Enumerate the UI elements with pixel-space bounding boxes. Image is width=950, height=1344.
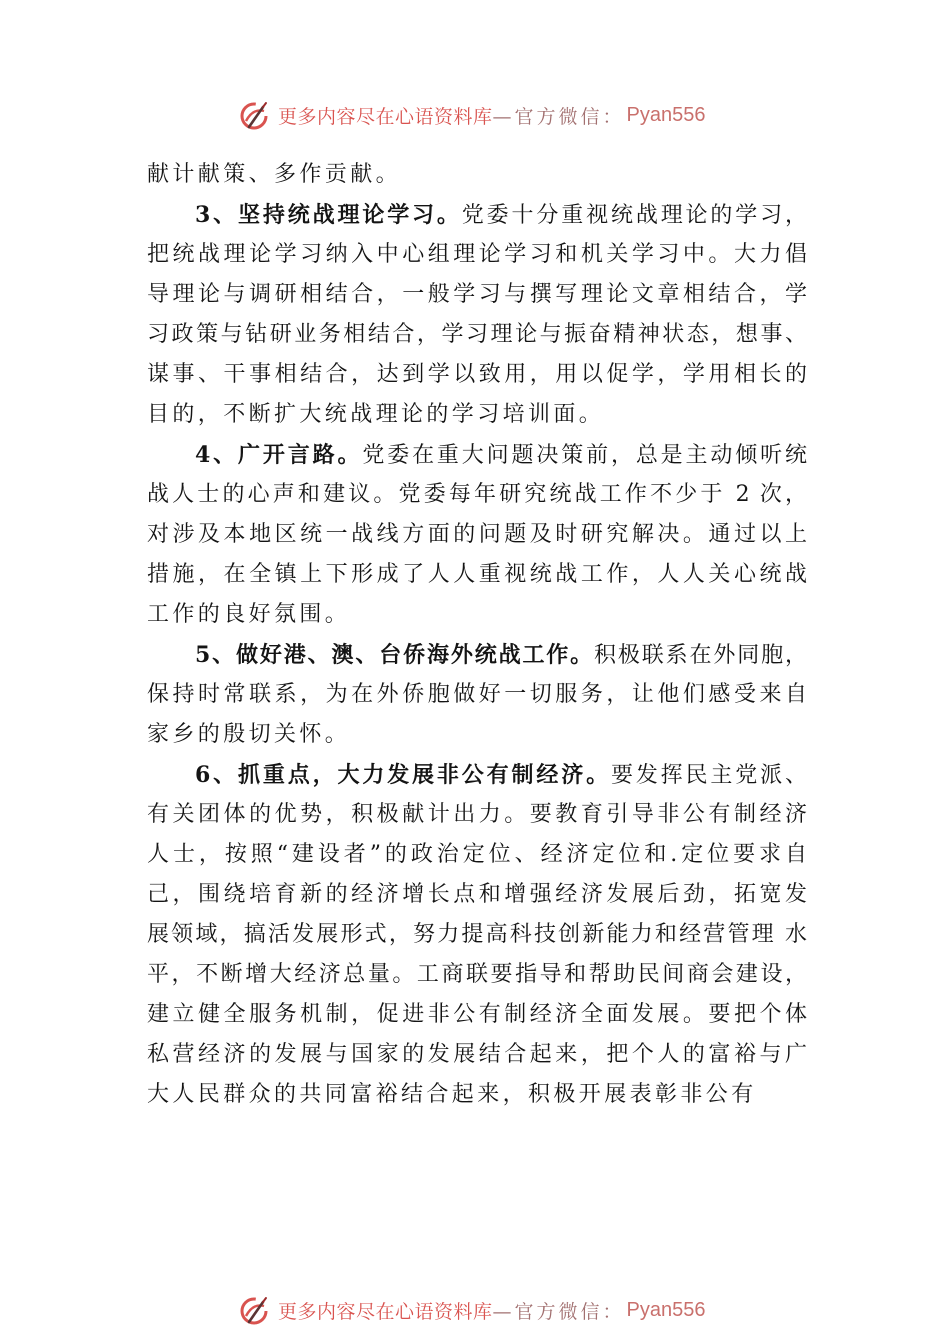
document-body	[147, 155, 807, 1115]
text-line	[147, 195, 807, 235]
paragraph-section-5	[147, 635, 807, 755]
text-line: 把统战理论学习纳入中心组理论学习和机关学习中。大力倡	[147, 242, 807, 267]
text-line: 战人士的心声和建议。党委每年研究统战工作不少于 2 次，	[147, 482, 807, 507]
footer-wechat-account: Pyan556	[626, 1298, 706, 1321]
text-segment: 党委在重大问题决策前，总是主动倾听统	[362, 443, 807, 468]
text-line: 谋事、干事相结合，达到学以致用，用以促学，学用相长的	[147, 362, 807, 387]
text-line: 工作的良好氛围。	[147, 602, 351, 627]
text-line: 家乡的殷切关怀。	[147, 722, 351, 747]
text-line	[147, 755, 807, 795]
pen-swirl-logo-icon	[238, 1293, 272, 1327]
page-header-watermark	[238, 97, 706, 133]
page-footer-watermark	[238, 1292, 706, 1328]
text-line: 习政策与钻研业务相结合，学习理论与振奋精神状态，想事、	[147, 322, 807, 347]
paragraph-section-3	[147, 195, 807, 435]
header-wechat-account: Pyan556	[626, 103, 706, 126]
header-wechat-label: —官方微信：	[492, 105, 625, 128]
text-line: 目的，不断扩大统战理论的学习培训面。	[147, 402, 605, 427]
text-line: 大人民群众的共同富裕结合起来，积极开展表彰非公有	[147, 1082, 757, 1107]
section-heading: 3、坚持统战理论学习。	[195, 202, 462, 228]
text-line: 献计献策、多作贡献。	[147, 162, 402, 187]
section-heading: 4、广开言路。	[195, 442, 363, 468]
text-line: 展领域，搞活发展形式，努力提高科技创新能力和经营管理 水	[147, 922, 807, 947]
paragraph-section-4	[147, 435, 807, 635]
text-line: 人士，按照“建设者”的政治定位、经济定位和.定位要求自	[147, 842, 807, 867]
text-line: 措施，在全镇上下形成了人人重视统战工作，人人关心统战	[147, 562, 807, 587]
footer-site-name: 更多内容尽在心语资料库	[278, 1300, 493, 1323]
text-segment: 党委十分重视统战理论的学习，	[461, 203, 807, 228]
paragraph-section-6	[147, 755, 807, 1115]
text-line: 建立健全服务机制，促进非公有制经济全面发展。要把个体	[147, 1002, 807, 1027]
footer-wechat-label: —官方微信：	[492, 1300, 625, 1323]
section-heading: 5、做好港、澳、台侨海外统战工作。	[195, 642, 595, 668]
text-line: 平，不断增大经济总量。工商联要指导和帮助民间商会建设，	[147, 962, 807, 987]
text-line: 保持时常联系，为在外侨胞做好一切服务，让他们感受来自	[147, 682, 807, 707]
text-line: 导理论与调研相结合，一般学习与撰写理论文章相结合，学	[147, 282, 807, 307]
text-line: 对涉及本地区统一战线方面的问题及时研究解决。通过以上	[147, 522, 807, 547]
text-line: 有关团体的优势，积极献计出力。要教育引导非公有制经济	[147, 802, 807, 827]
pen-swirl-logo-icon	[238, 98, 272, 132]
text-segment: 积极联系在外同胞，	[594, 643, 807, 668]
text-line	[147, 435, 807, 475]
text-segment: 要发挥民主党派、	[610, 763, 807, 788]
text-line	[147, 635, 807, 675]
text-line: 己，围绕培育新的经济增长点和增强经济发展后劲，拓宽发	[147, 882, 807, 907]
section-heading: 6、抓重点，大力发展非公有制经济。	[195, 762, 611, 788]
header-site-name: 更多内容尽在心语资料库	[278, 105, 493, 128]
text-line: 私营经济的发展与国家的发展结合起来，把个人的富裕与广	[147, 1042, 807, 1067]
